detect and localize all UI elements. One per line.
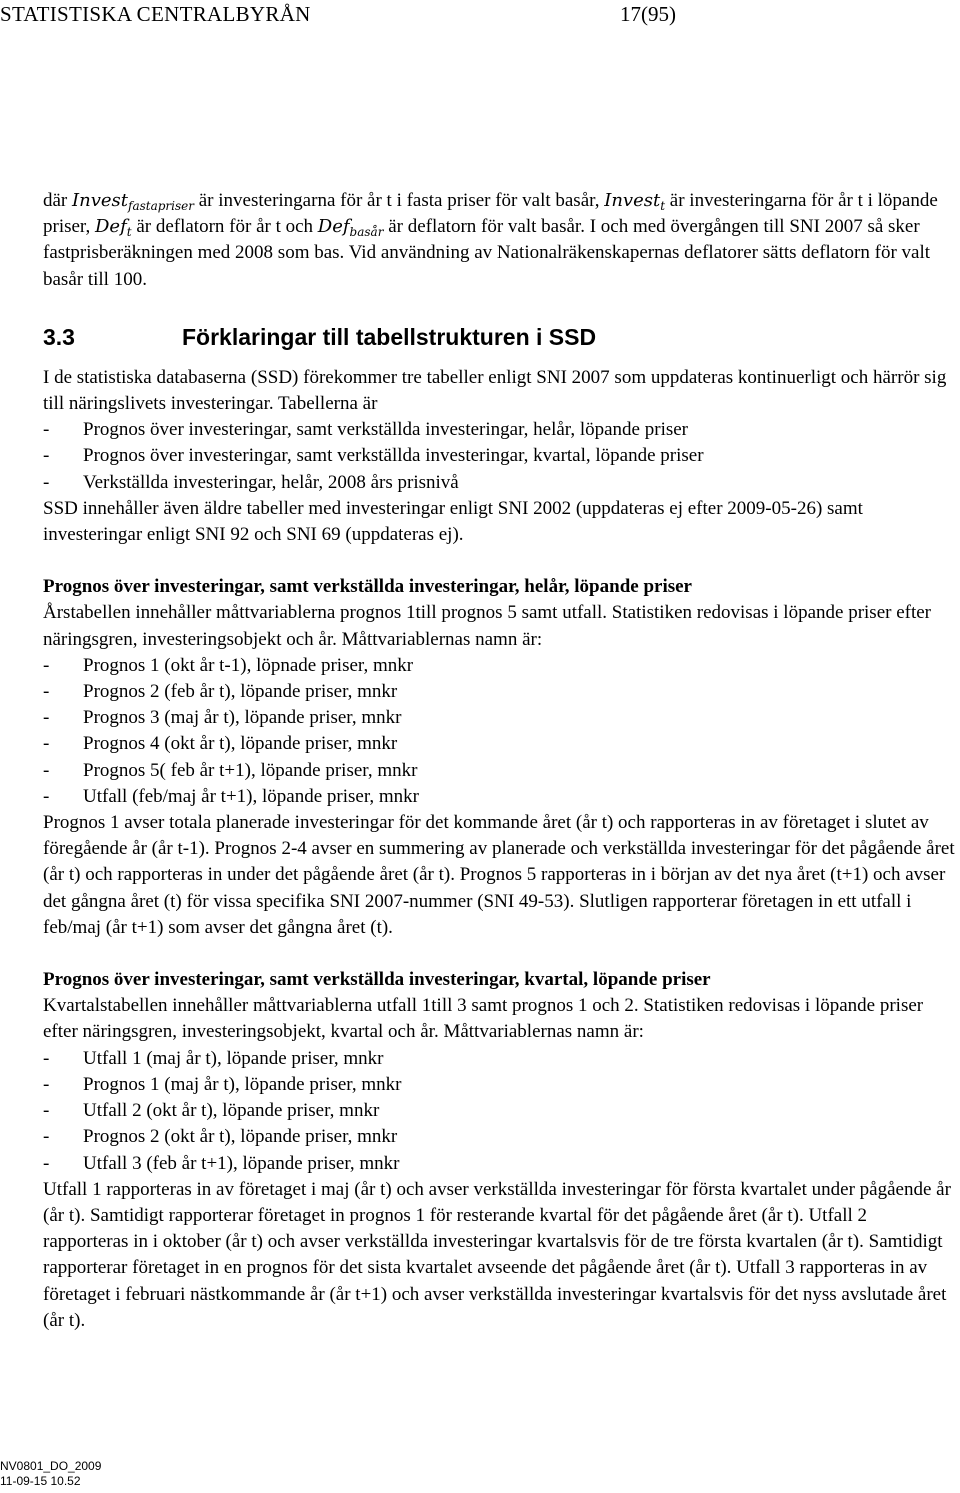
ssd-table-list [43,417,956,496]
intro-text-4: är deflatorn för år t och [131,216,318,238]
annual-variable-list [43,653,956,810]
intro-text-1: där [43,190,73,211]
formula-def-base: Def$_{basår}$ [317,216,384,240]
list-item: - Prognos 2 (okt år t), löpande priser, mnkr [43,1124,956,1150]
formula-invest-fixed: Invest$_{fastapriser}$ [72,190,194,213]
list-item: - Prognos 4 (okt år t), löpande priser, mnkr [43,731,956,757]
list-item: - Utfall (feb/maj år t+1), löpande priser, mnkr [43,784,956,810]
list-item: - Prognos 1 (maj år t), löpande priser, mnkr [43,1072,956,1098]
list-item: - Prognos över investeringar, samt verkställda investeringar, kvartal, löpande priser [43,443,956,469]
list-item: - Prognos 2 (feb år t), löpande priser, mnkr [43,679,956,705]
footer [0,1459,101,1489]
annual-outro: Prognos 1 avser totala planerade investeringar för det kommande året (år t) och rapporteras in av företaget i slutet av föregående år (år t-1). Prognos 2-4 avser en summering av planerade och verkställda investeringar för det pågående året (år t) och rapporteras in under det pågående året (år t). Prognos 5 rapporteras in i början av det nya året (t+1) och avser det gångna året (t) för vissa specifika SNI 2007-nummer (SNI 49-53). Slutligen rapporterar företagen in ett utfall i feb/maj (år t+1) som avser det gångna året (t). [43,812,955,938]
quarterly-variable-list [43,1046,956,1177]
list-item: - Utfall 3 (feb år t+1), löpande priser, mnkr [43,1151,956,1177]
intro-text-3: är investeringarna för år t i löpande priser, [43,190,938,238]
quarterly-intro: Kvartalstabellen innehåller måttvariablerna utfall 1till 3 samt prognos 1 och 2. Statistiken redovisas i löpande priser efter näringsgren, investeringsobjekt, kvartal och år. Måttvariablernas namn är: [43,995,924,1043]
ssd-intro: I de statistiska databaserna (SSD) förekommer tre tabeller enligt SNI 2007 som uppdateras kontinuerligt och härrör sig till näringslivets investeringar. Tabellerna är [43,366,947,415]
document-body [43,188,956,1334]
annual-intro: Årstabellen innehåller måttvariablerna prognos 1till prognos 5 samt utfall. Statistiken redovisas i löpande priser efter näringsgren, investeringsobjekt och år. Måttvariablernas namn är: [43,602,932,650]
formula-def-t: Def$_t$ [95,216,132,240]
list-item: - Utfall 1 (maj år t), löpande priser, mnkr [43,1046,956,1072]
list-item: - Prognos 3 (maj år t), löpande priser, mnkr [43,705,956,731]
section-title: Förklaringar till tabellstrukturen i SSD [182,323,597,350]
list-item: - Prognos 5( feb år t+1), löpande priser, mnkr [43,758,956,784]
intro-text-2: är investeringarna för år t i fasta priser för valt basår, [194,190,605,211]
formula-invest-t: Invest$_t$ [604,190,666,213]
intro-text-5: är deflatorn för valt basår. I och med övergången till SNI 2007 så sker fastprisberäkningen med 2008 som bas. Vid användning av Nationalräkenskapernas deflatorer sätts deflatorn för valt basår till 100. [43,216,931,290]
header-organization: STATISTISKA CENTRALBYRÅN [0,2,311,26]
page-number: 17(95) [620,2,676,26]
section-number: 3.3 [43,323,75,350]
intro-paragraph [43,188,956,293]
list-item: - Utfall 2 (okt år t), löpande priser, mnkr [43,1098,956,1124]
list-item: - Verkställda investeringar, helår, 2008 års prisnivå [43,470,956,496]
list-item: - Prognos över investeringar, samt verkställda investeringar, helår, löpande priser [43,417,956,443]
document-date: 11-09-15 10.52 [0,1474,81,1488]
ssd-outro: SSD innehåller även äldre tabeller med investeringar enligt SNI 2002 (uppdateras ej efter 2009-05-26) samt investeringar enligt SNI 92 och SNI 69 (uppdateras ej). [43,497,863,546]
section-heading [43,323,956,351]
annual-heading: Prognos över investeringar, samt verkställda investeringar, helår, löpande priser [43,576,692,598]
quarterly-heading: Prognos över investeringar, samt verkställda investeringar, kvartal, löpande priser [43,969,711,991]
document-id: NV0801_DO_2009 [0,1459,102,1473]
quarterly-outro: Utfall 1 rapporteras in av företaget i maj (år t) och avser verkställda investeringar för första kvartalet under pågående år (år t). Samtidigt rapporterar företaget in prognos 1 för resterande kvartal för det pågående året (år t). Utfall 2 rapporteras in i oktober (år t) och avser verkställda investeringar kvartalsvis för de tre första kvartalen (år t). Samtidigt rapporterar företaget in en prognos för det sista kvartalet avseende det pågående året (år t). Utfall 3 rapporteras in av företaget i februari nästkommande år (år t+1) och avser verkställda investeringar kvartalsvis för det nyss avslutade året (år t). [43,1178,951,1331]
list-item: - Prognos 1 (okt år t-1), löpnade priser, mnkr [43,653,956,679]
